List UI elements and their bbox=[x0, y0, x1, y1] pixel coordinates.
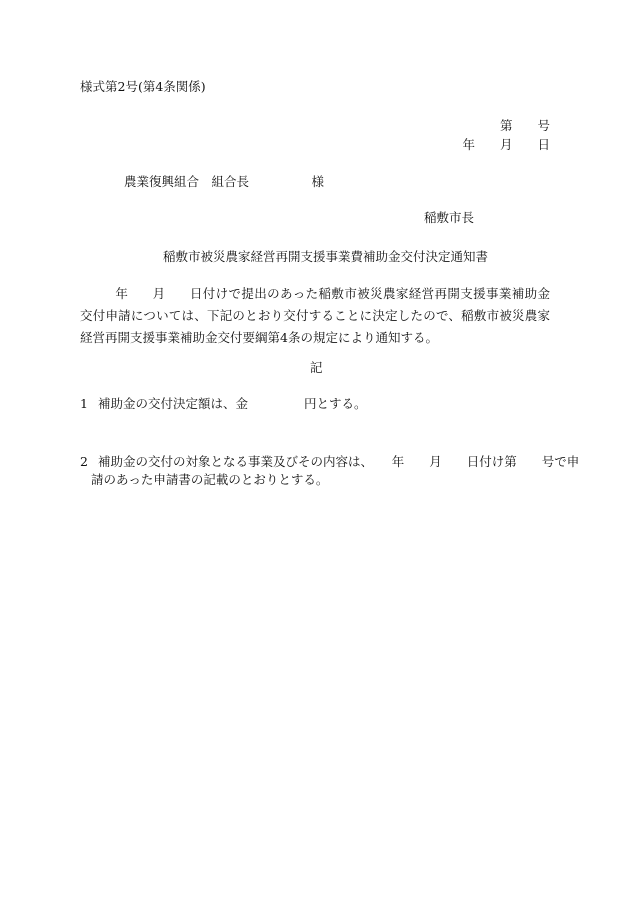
sender: 稲敷市長 bbox=[424, 210, 475, 225]
document-number: 第 号 bbox=[499, 118, 550, 133]
item-1-number: 1 bbox=[80, 396, 88, 411]
item-2-number: 2 bbox=[80, 454, 88, 469]
item-2 bbox=[80, 456, 579, 469]
body-text: 日付けで提出のあった稲敷市被災農家経営再開支援事業補助金交付申請については、下記のとおり交付することに決定したので、稲敷市被災農家経営再開支援事業補助金交付要綱第4条の規定により通知する。 bbox=[80, 286, 550, 345]
item-1 bbox=[80, 398, 366, 411]
item-1-text-b: 円とする。 bbox=[303, 396, 367, 411]
item-2-line1: 補助金の交付の対象となる事業及びその内容は、 年 月 日付け第 号で申 bbox=[97, 454, 580, 469]
body-year-label: 年 bbox=[115, 286, 129, 301]
form-id: 様式第2号(第4条関係) bbox=[80, 79, 206, 94]
addressee: 農業復興組合 組合長 様 bbox=[124, 174, 325, 189]
ki-heading: 記 bbox=[310, 360, 323, 375]
body-paragraph bbox=[80, 283, 550, 349]
body-month-label: 月 bbox=[152, 286, 166, 301]
document-date: 年 月 日 bbox=[462, 137, 550, 152]
item-1-text-a: 補助金の交付決定額は、金 bbox=[97, 396, 248, 411]
document-title: 稲敷市被災農家経営再開支援事業費補助金交付決定通知書 bbox=[163, 249, 489, 264]
item-2-line2: 請のあった申請書の記載のとおりとする。 bbox=[91, 472, 329, 487]
